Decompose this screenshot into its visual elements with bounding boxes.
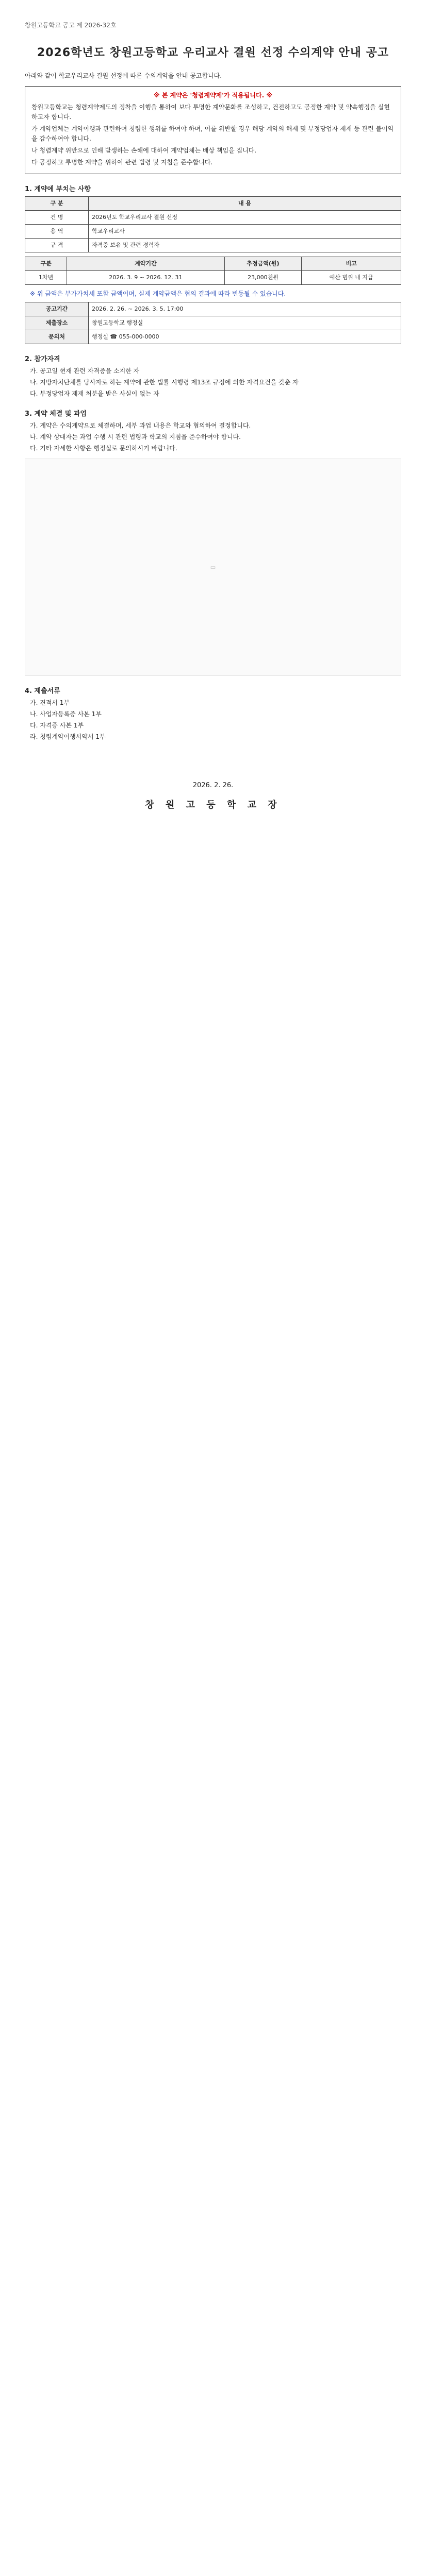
lead-text: 아래와 같이 학교우리교사 결원 선정에 따른 수의계약을 안내 공고합니다. [25,72,222,79]
integrity-notice-box [25,86,401,174]
table-cell: 2026. 2. 26. ~ 2026. 3. 5. 17:00 [89,302,401,316]
table-header: 제출장소 [25,316,89,330]
list-item: 가. 계약은 수의계약으로 체결하며, 세부 과업 내용은 학교와 협의하여 결정합니다. [30,422,251,429]
list-item: 다. 기타 자세한 사항은 행정실로 문의하시기 바랍니다. [30,445,177,452]
table-header: 공고기간 [25,302,89,316]
table-cell: 2026. 3. 9 ~ 2026. 12. 31 [67,271,224,285]
table-header: 비고 [302,257,401,271]
table-cell: 2026년도 학교우리교사 결원 선정 [89,211,401,225]
table-row [25,239,401,252]
list-item: 다. 부정당업자 제재 처분을 받은 사실이 없는 자 [30,390,159,397]
section-heading: 4. 제출서류 [25,687,60,695]
document-number: 창원고등학교 공고 제 2026-32호 [25,22,117,29]
embedded-image-placeholder: ▭ [25,459,401,676]
table-row [25,225,401,239]
integrity-line: 다 공정하고 투명한 계약을 위하여 관련 법령 및 지침을 준수합니다. [31,159,213,166]
table-cell: 용 역 [25,225,89,239]
table-row [25,211,401,225]
table-cell: 예산 범위 내 지급 [302,271,401,285]
amount-note: ※ 위 금액은 부가가치세 포함 금액이며, 실제 계약금액은 협의 결과에 따라 변동될 수 있습니다. [30,290,286,297]
page-title: 2026학년도 창원고등학교 우리교사 결원 선정 수의계약 안내 공고 [37,46,389,59]
section-heading: 2. 참가자격 [25,355,60,363]
table-row [25,271,401,285]
contract-table [25,196,401,252]
table-header: 문의처 [25,330,89,344]
integrity-line: 창원고등학교는 청렴계약제도의 정착을 이행을 통하여 보다 투명한 계약문화를 조성하고, 건전하고도 공정한 계약 및 약속행정을 실현하고자 합니다. [31,104,390,121]
section-heading: 3. 계약 체결 및 과업 [25,410,87,418]
integrity-line: 나 청렴계약 위반으로 인해 발생하는 손해에 대하여 계약업체는 배상 책임을 집니다. [31,147,257,154]
table-cell: 건 명 [25,211,89,225]
issuer-signature: 창 원 고 등 학 교 장 [145,800,281,810]
integrity-notice-title: ※ 본 계약은 '청렴계약제'가 적용됩니다. ※ [153,92,272,99]
table-header: 구 분 [25,197,89,211]
schedule-table [25,302,401,344]
issue-date: 2026. 2. 26. [192,782,234,789]
amount-table [25,257,401,285]
table-cell: 1차년 [25,271,67,285]
list-item: 라. 청렴계약이행서약서 1부 [30,733,106,740]
list-item: 나. 지방자치단체를 당사자로 하는 계약에 관한 법률 시행령 제13조 규정에 의한 자격요건을 갖춘 자 [30,379,299,386]
document [25,21,401,811]
table-cell: 규 격 [25,239,89,252]
table-cell: 창원고등학교 행정실 [89,316,401,330]
list-item: 다. 자격증 사본 1부 [30,722,84,729]
list-item: 나. 계약 상대자는 과업 수행 시 관련 법령과 학교의 지침을 준수하여야 합니다. [30,433,241,440]
table-header: 계약기간 [67,257,224,271]
list-item: 가. 견적서 1부 [30,699,70,706]
list-item: 나. 사업자등록증 사본 1부 [30,710,102,718]
table-cell: 행정실 ☎ 055-000-0000 [89,330,401,344]
table-cell: 학교우리교사 [89,225,401,239]
table-header: 구분 [25,257,67,271]
table-header: 추정금액(원) [224,257,302,271]
table-cell: 자격증 보유 및 관련 경력자 [89,239,401,252]
table-header: 내 용 [89,197,401,211]
section-heading: 1. 계약에 부치는 사항 [25,185,91,193]
list-item: 가. 공고일 현재 관련 자격증을 소지한 자 [30,367,140,375]
integrity-line: 가 계약업체는 계약이행과 관련하여 청렴한 행위를 하여야 하며, 이를 위반할 경우 해당 계약의 해제 및 부정당업자 제재 등 관련 불이익을 감수하여야 합니다. [31,125,394,142]
table-cell: 23,000천원 [224,271,302,285]
